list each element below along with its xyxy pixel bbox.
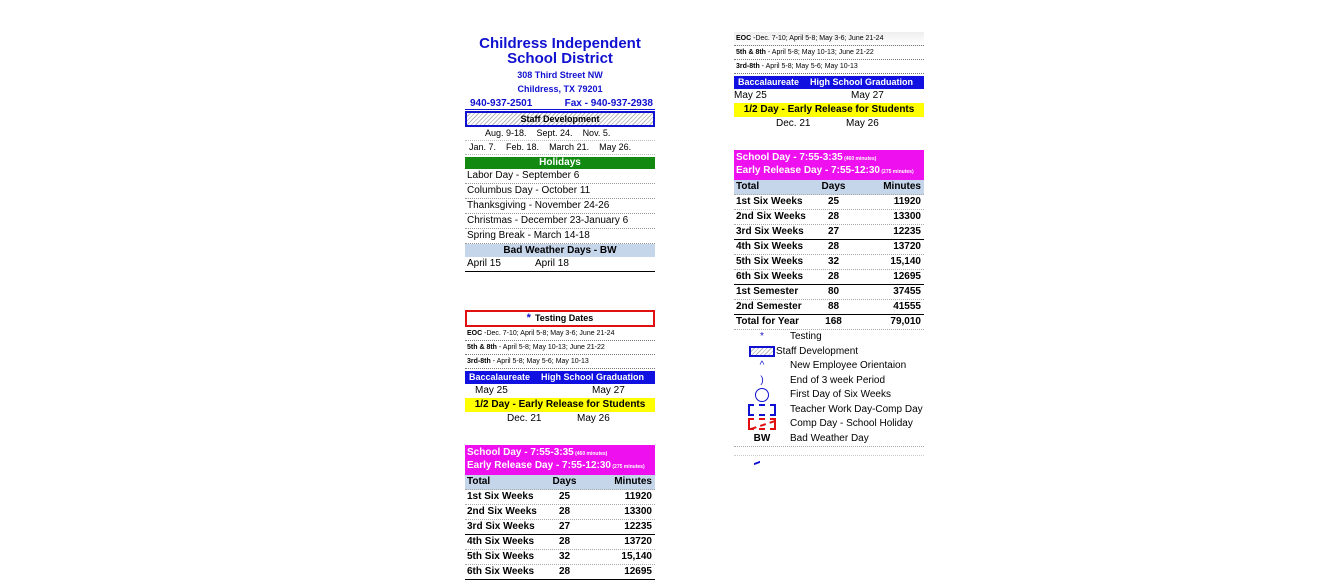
testing-5-8 bbox=[465, 341, 655, 355]
table-row bbox=[734, 255, 924, 270]
graduation-dates bbox=[734, 89, 924, 103]
period-cell: 4th Six Weeks bbox=[467, 536, 535, 547]
days-cell: 25 bbox=[558, 491, 571, 502]
days-cell: 32 bbox=[558, 551, 571, 562]
staff-dev-dates-row1 bbox=[465, 127, 655, 141]
period-cell: 5th Six Weeks bbox=[467, 551, 535, 562]
table-row bbox=[734, 315, 924, 330]
school-day-header bbox=[734, 150, 924, 180]
fax-number: Fax - 940-937-2938 bbox=[564, 98, 653, 109]
period-cell: 4th Six Weeks bbox=[736, 241, 804, 252]
testing-5-8-dates: - April 5-8; May 10-13; June 21-22 bbox=[765, 49, 874, 56]
period-cell: 2nd Six Weeks bbox=[736, 211, 806, 222]
legend-label: End of 3 week Period bbox=[790, 374, 886, 386]
period-cell: 1st Six Weeks bbox=[736, 196, 803, 207]
days-cell: 88 bbox=[827, 301, 840, 312]
district-title-line2: School District bbox=[507, 50, 613, 67]
graduation-header bbox=[465, 371, 655, 384]
table-row bbox=[734, 210, 924, 225]
phone-fax-row bbox=[465, 98, 655, 110]
period-cell: Total for Year bbox=[736, 316, 799, 327]
early-release-dates bbox=[734, 117, 924, 131]
testing-5-8-label: 5th & 8th bbox=[736, 49, 766, 56]
staff-dev-date: March 21. bbox=[549, 142, 590, 152]
testing-eoc-dates: -Dec. 7-10; April 5-8; May 3-6; June 21-24 bbox=[751, 35, 884, 42]
paren-icon: ) bbox=[760, 374, 764, 386]
table-row bbox=[465, 565, 655, 580]
period-cell: 6th Six Weeks bbox=[467, 566, 535, 577]
legend-item bbox=[734, 345, 924, 360]
table-row bbox=[734, 240, 924, 255]
table-row bbox=[465, 520, 655, 535]
legend-label: Bad Weather Day bbox=[790, 432, 869, 444]
early-release-hours: Early Release Day - 7:55-12:30 bbox=[736, 165, 880, 176]
col-header: Total bbox=[736, 181, 760, 192]
early-release-date: Dec. 21 bbox=[507, 413, 542, 424]
period-cell: 3rd Six Weeks bbox=[467, 521, 535, 532]
testing-3-8-label: 3rd-8th bbox=[736, 63, 760, 70]
bad-weather-date: April 18 bbox=[535, 258, 569, 269]
left-column bbox=[465, 36, 655, 580]
period-cell: 6th Six Weeks bbox=[736, 271, 804, 282]
col-header: Days bbox=[821, 181, 846, 192]
school-day-minutes-note: (460 minutes) bbox=[842, 156, 877, 162]
period-cell: 2nd Six Weeks bbox=[467, 506, 537, 517]
testing-star-icon: * bbox=[526, 312, 531, 324]
graduation-dates bbox=[465, 384, 655, 398]
baccalaureate-label: Baccalaureate bbox=[738, 77, 800, 87]
legend-label: Comp Day - School Holiday bbox=[790, 418, 913, 429]
bad-weather-dates bbox=[465, 257, 655, 272]
testing-3-8-dates: - April 5-8; May 5-6; May 10-13 bbox=[490, 358, 589, 365]
table-row bbox=[465, 505, 655, 520]
holiday-item: Columbus Day - October 11 bbox=[465, 184, 655, 199]
testing-5-8 bbox=[734, 46, 924, 60]
testing-dates-header bbox=[465, 310, 655, 327]
legend bbox=[734, 330, 924, 447]
phone-number: 940-937-2501 bbox=[470, 98, 533, 109]
testing-eoc-dates: -Dec. 7-10; April 5-8; May 3-6; June 21-24 bbox=[482, 330, 615, 337]
baccalaureate-label: Baccalaureate bbox=[469, 372, 531, 382]
bad-weather-date: April 15 bbox=[467, 258, 501, 269]
table-row bbox=[465, 490, 655, 505]
table-row bbox=[734, 195, 924, 210]
days-cell: 80 bbox=[827, 286, 840, 297]
early-release-dates bbox=[465, 412, 655, 426]
testing-3-8-label: 3rd-8th bbox=[467, 358, 491, 365]
holiday-item: Spring Break - March 14-18 bbox=[465, 229, 655, 244]
minutes-cell: 12235 bbox=[893, 226, 921, 237]
address-line2: Childress, TX 79201 bbox=[517, 84, 603, 94]
testing-label: Testing Dates bbox=[534, 313, 594, 323]
col-header: Minutes bbox=[883, 181, 921, 192]
days-cell: 27 bbox=[558, 521, 571, 532]
table-row bbox=[734, 270, 924, 285]
staff-dev-date: Jan. 7. bbox=[469, 142, 497, 152]
graduation-label: High School Graduation bbox=[541, 372, 644, 382]
testing-eoc-label: EOC bbox=[736, 35, 752, 42]
district-title-line1: Childress Independent bbox=[479, 35, 641, 52]
asterisk-icon: * bbox=[760, 331, 764, 342]
minutes-cell: 13720 bbox=[624, 536, 652, 547]
testing-3-8-dates: - April 5-8; May 5-6; May 10-13 bbox=[759, 63, 858, 70]
minutes-table-header bbox=[465, 475, 655, 490]
early-release-hours: Early Release Day - 7:55-12:30 bbox=[467, 460, 611, 471]
minutes-cell: 37455 bbox=[893, 286, 921, 297]
graduation-label: High School Graduation bbox=[810, 77, 913, 87]
staff-dev-date: Nov. 5. bbox=[582, 128, 611, 138]
early-release-date: May 26 bbox=[577, 413, 610, 424]
legend-label: Teacher Work Day-Comp Day bbox=[790, 403, 923, 415]
testing-eoc bbox=[465, 327, 655, 341]
staff-development-header: Staff Development bbox=[465, 111, 655, 127]
school-day-minutes-note: (460 minutes) bbox=[573, 451, 608, 457]
testing-eoc-label: EOC bbox=[467, 330, 483, 337]
baccalaureate-date: May 25 bbox=[734, 90, 767, 101]
period-cell: 1st Six Weeks bbox=[467, 491, 534, 502]
legend-item bbox=[734, 374, 924, 389]
minutes-cell: 13720 bbox=[893, 241, 921, 252]
testing-5-8-label: 5th & 8th bbox=[467, 344, 497, 351]
table-row bbox=[734, 225, 924, 240]
legend-item bbox=[734, 432, 924, 448]
early-release-header: 1/2 Day - Early Release for Students bbox=[734, 103, 924, 117]
days-cell: 28 bbox=[558, 536, 571, 547]
minutes-cell: 15,140 bbox=[621, 551, 652, 562]
legend-item bbox=[734, 330, 924, 345]
dashed-red-box-icon bbox=[734, 418, 790, 430]
col-header: Minutes bbox=[614, 476, 652, 487]
period-cell: 1st Semester bbox=[736, 286, 799, 297]
graduation-header bbox=[734, 76, 924, 89]
staff-dev-date: Sept. 24. bbox=[536, 128, 573, 138]
legend-item bbox=[734, 417, 924, 432]
right-column bbox=[734, 32, 924, 464]
caret-icon: ^ bbox=[759, 360, 765, 371]
school-day-hours: School Day - 7:55-3:35 bbox=[467, 447, 574, 458]
minutes-cell: 79,010 bbox=[890, 316, 921, 327]
graduation-date: May 27 bbox=[851, 90, 884, 101]
minutes-cell: 12695 bbox=[893, 271, 921, 282]
testing-3-8 bbox=[465, 355, 655, 369]
testing-5-8-dates: - April 5-8; May 10-13; June 21-22 bbox=[496, 344, 605, 351]
legend-label: First Day of Six Weeks bbox=[790, 389, 891, 400]
staff-dev-date: Feb. 18. bbox=[506, 142, 540, 152]
days-cell: 28 bbox=[827, 211, 840, 222]
days-cell: 28 bbox=[827, 241, 840, 252]
minutes-cell: 15,140 bbox=[890, 256, 921, 267]
minutes-cell: 11920 bbox=[624, 491, 652, 502]
minutes-cell: 12235 bbox=[624, 521, 652, 532]
legend-label: New Employee Orientaion bbox=[790, 360, 907, 371]
col-header: Days bbox=[552, 476, 577, 487]
bw-icon: BW bbox=[753, 432, 771, 444]
legend-item bbox=[734, 403, 924, 418]
legend-label: Testing bbox=[790, 331, 822, 342]
testing-eoc bbox=[734, 32, 924, 46]
early-release-date: May 26 bbox=[846, 118, 879, 129]
stray-mark-icon bbox=[754, 461, 760, 465]
table-row bbox=[734, 300, 924, 315]
table-row bbox=[734, 285, 924, 300]
legend-item bbox=[734, 359, 924, 374]
holidays-header: Holidays bbox=[465, 157, 655, 169]
days-cell: 168 bbox=[825, 316, 842, 327]
staff-dev-date: Aug. 9-18. bbox=[485, 128, 527, 138]
holiday-item: Labor Day - September 6 bbox=[465, 169, 655, 184]
days-cell: 27 bbox=[827, 226, 840, 237]
legend-label: Staff Development bbox=[776, 345, 859, 357]
testing-3-8 bbox=[734, 60, 924, 74]
early-release-minutes-note: (275 minutes) bbox=[610, 464, 645, 470]
dashed-blue-box-icon bbox=[734, 404, 790, 416]
holiday-item: Thanksgiving - November 24-26 bbox=[465, 199, 655, 214]
early-release-minutes-note: (275 minutes) bbox=[879, 169, 914, 175]
minutes-cell: 11920 bbox=[893, 196, 921, 207]
table-row bbox=[465, 535, 655, 550]
graduation-date: May 27 bbox=[592, 385, 625, 396]
staff-dev-dates-row2 bbox=[465, 141, 655, 155]
minutes-cell: 41555 bbox=[893, 301, 921, 312]
days-cell: 28 bbox=[827, 271, 840, 282]
baccalaureate-date: May 25 bbox=[475, 385, 508, 396]
school-day-header bbox=[465, 445, 655, 475]
divider bbox=[734, 447, 924, 456]
col-header: Total bbox=[467, 476, 491, 487]
days-cell: 28 bbox=[558, 566, 571, 577]
days-cell: 32 bbox=[827, 256, 840, 267]
circle-icon bbox=[734, 388, 790, 402]
days-cell: 28 bbox=[558, 506, 571, 517]
holiday-item: Christmas - December 23-January 6 bbox=[465, 214, 655, 229]
school-day-hours: School Day - 7:55-3:35 bbox=[736, 152, 843, 163]
minutes-cell: 12695 bbox=[624, 566, 652, 577]
early-release-date: Dec. 21 bbox=[776, 118, 811, 129]
early-release-header: 1/2 Day - Early Release for Students bbox=[465, 398, 655, 412]
address-line1: 308 Third Street NW bbox=[517, 70, 603, 80]
staff-dev-date: May 26. bbox=[599, 142, 632, 152]
period-cell: 3rd Six Weeks bbox=[736, 226, 804, 237]
bad-weather-header: Bad Weather Days - BW bbox=[465, 244, 655, 257]
period-cell: 5th Six Weeks bbox=[736, 256, 804, 267]
period-cell: 2nd Semester bbox=[736, 301, 802, 312]
days-cell: 25 bbox=[827, 196, 840, 207]
legend-item bbox=[734, 388, 924, 403]
table-row bbox=[465, 550, 655, 565]
minutes-table-header bbox=[734, 180, 924, 195]
minutes-cell: 13300 bbox=[624, 506, 652, 517]
minutes-cell: 13300 bbox=[893, 211, 921, 222]
